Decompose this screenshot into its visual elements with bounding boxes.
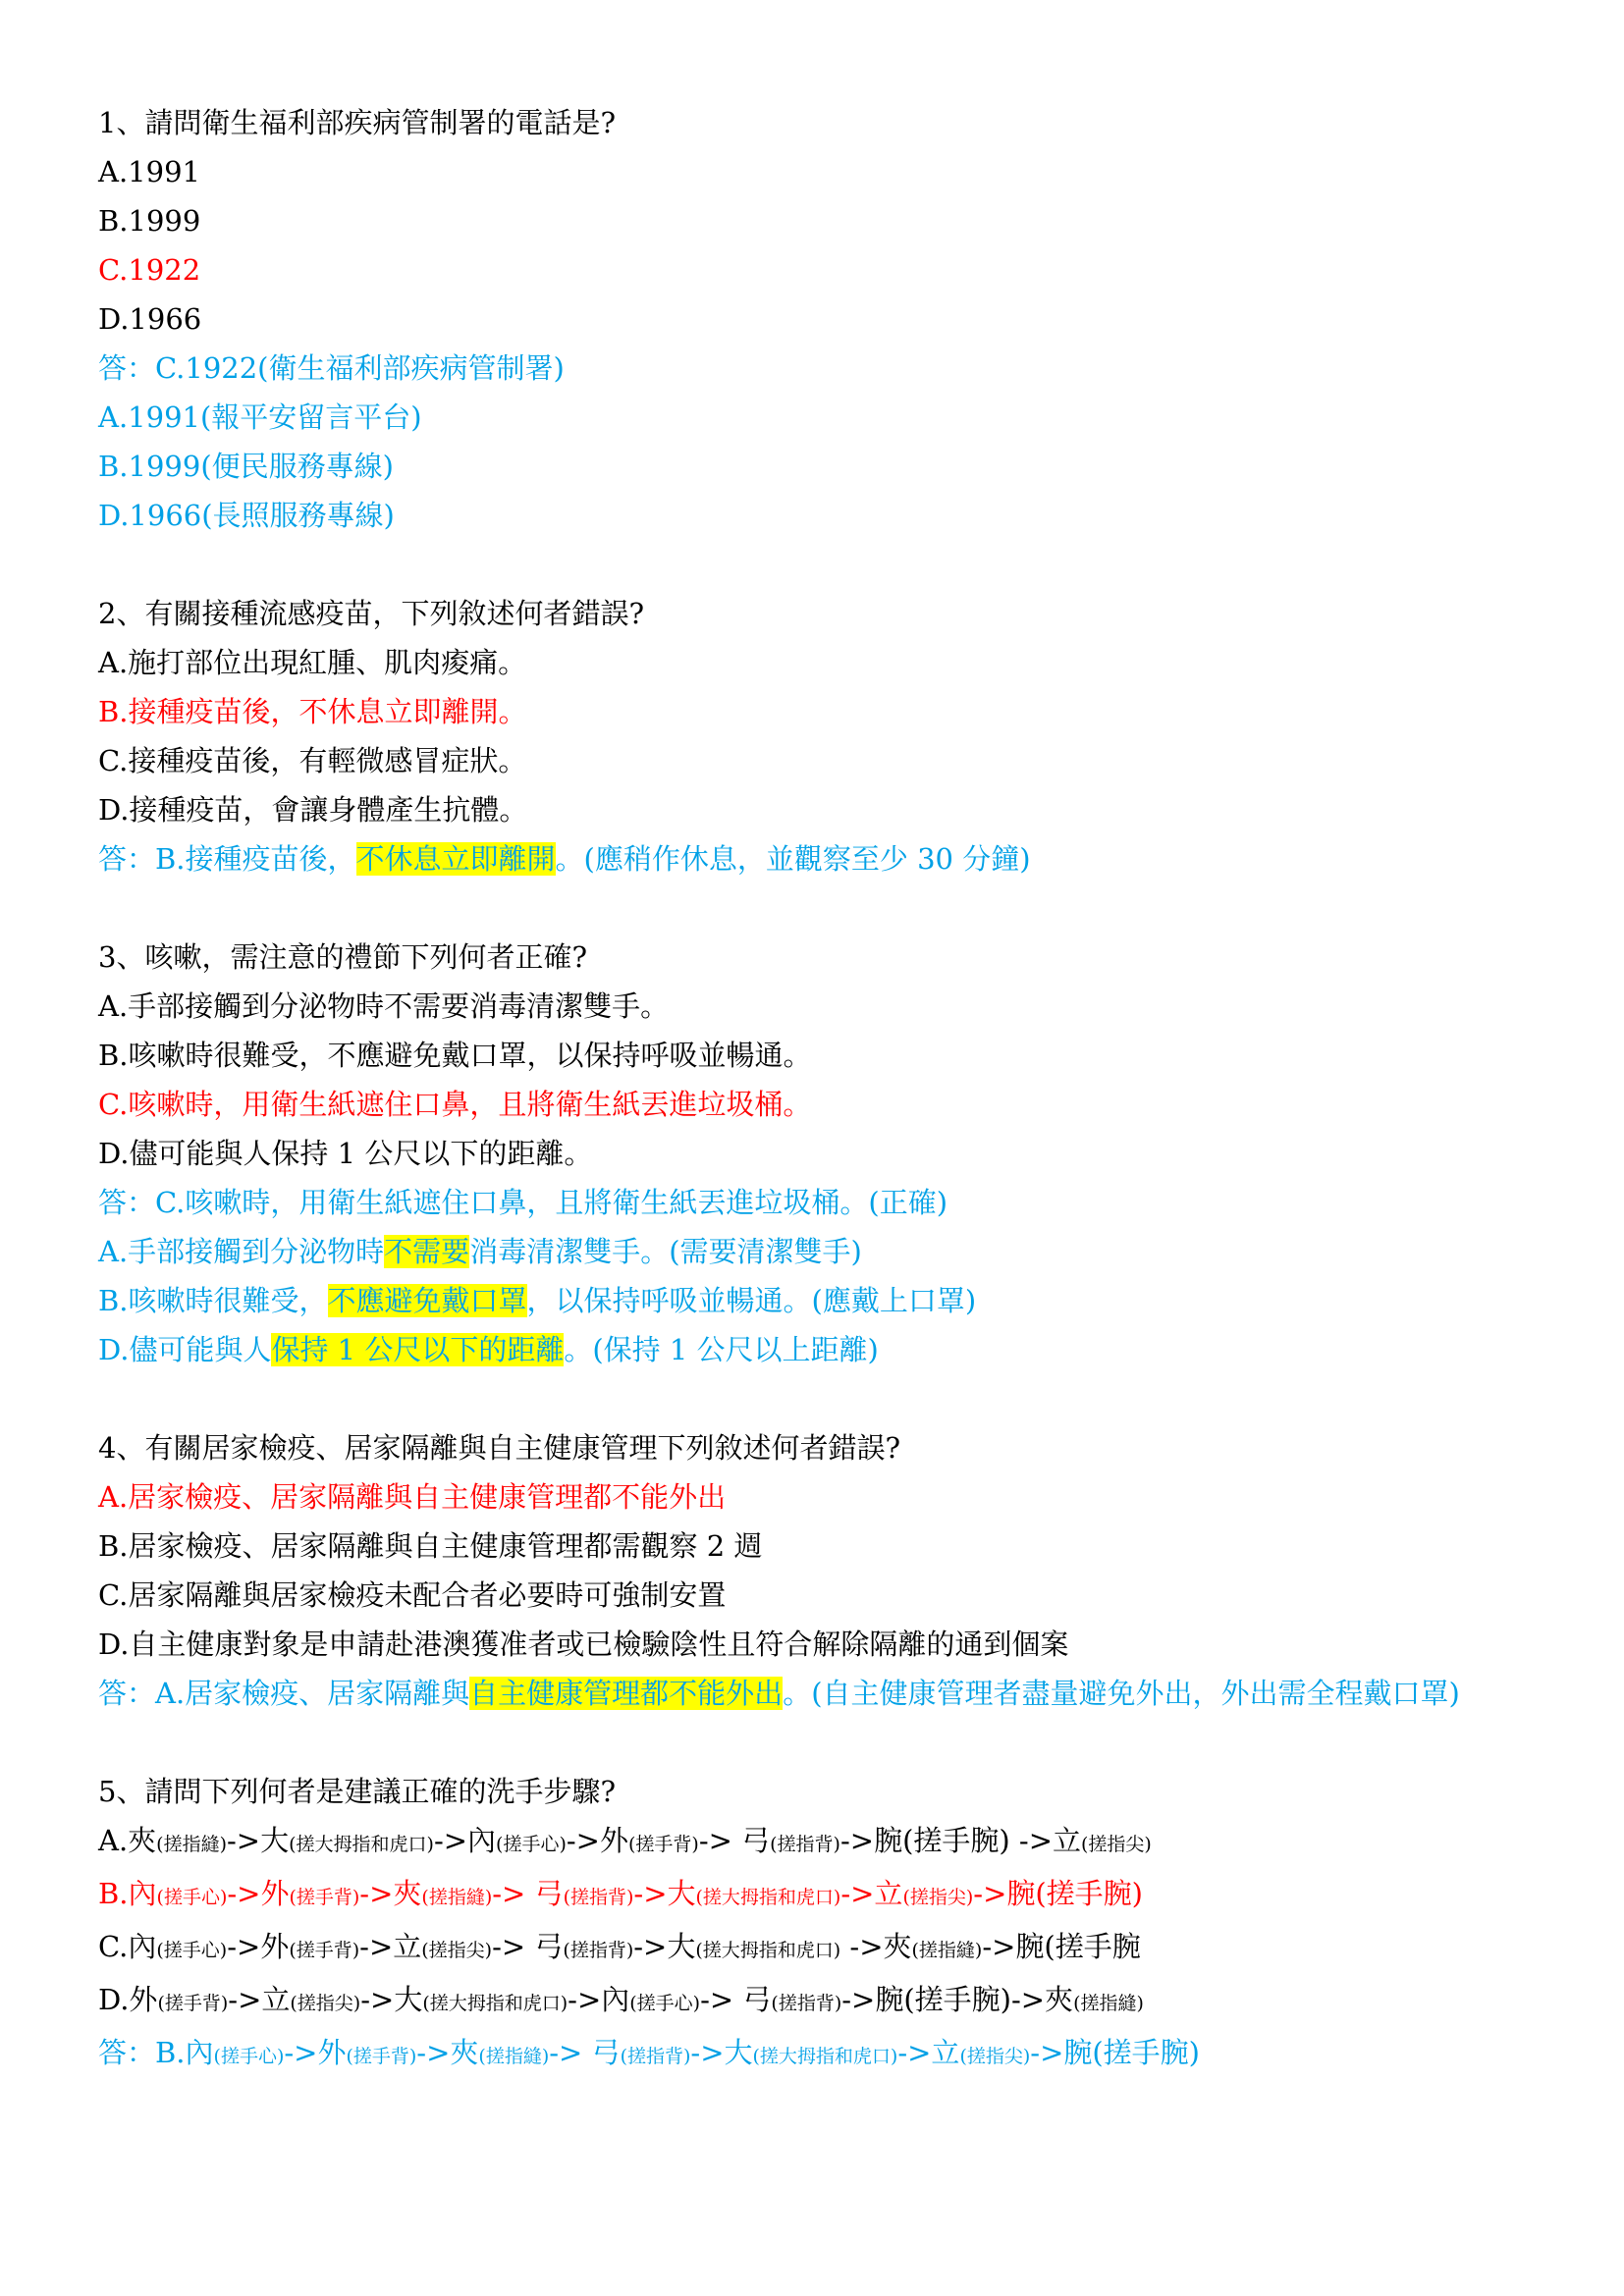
- step-note: (搓指尖): [902, 1887, 974, 1908]
- step-text: ->內: [568, 1983, 630, 2016]
- q2-question: 2、有關接種流感疫苗，下列敘述何者錯誤?: [98, 597, 644, 630]
- step-note: (搓手背): [289, 1940, 360, 1961]
- q3-explain-a-post: 消毒清潔雙手。(需要清潔雙手): [469, 1235, 862, 1268]
- q4-option-b: B.居家檢疫、居家隔離與自主健康管理都需觀察 2 週: [98, 1529, 763, 1563]
- step-note: (搓指縫): [156, 1834, 227, 1855]
- q2-option-b-correct: B.接種疫苗後，不休息立即離開。: [98, 695, 527, 728]
- step-text: ->外: [284, 2036, 347, 2069]
- q3-option-b: B.咳嗽時很難受，不應避免戴口罩，以保持呼吸並暢通。: [98, 1039, 812, 1072]
- step-text: ->大: [360, 1983, 423, 2016]
- step-note: (搓手背): [157, 1993, 229, 2014]
- step-text: ->腕(搓手腕)->夾: [841, 1983, 1074, 2016]
- q4-answer: [98, 1669, 1532, 1718]
- step-note: (搓指縫): [421, 1887, 493, 1908]
- step-note: (搓手心): [156, 1940, 228, 1961]
- step-text: ->外: [227, 1930, 290, 1963]
- q1-question: 1、請問衛生福利部疾病管制署的電話是?: [98, 106, 616, 139]
- step-text: ->外: [227, 1877, 290, 1910]
- step-note: (搓指背): [620, 2046, 691, 2067]
- q4-answer-pre: 答：A.居家檢疫、居家隔離與: [98, 1677, 470, 1710]
- step-text: B.內: [98, 1877, 157, 1910]
- step-note: (搓手心): [156, 1887, 228, 1908]
- q3-answer: 答：C.咳嗽時，用衛生紙遮住口鼻，且將衛生紙丟進垃圾桶。(正確): [98, 1186, 948, 1219]
- step-note: (搓大拇指和虎口): [695, 1887, 841, 1908]
- step-text: -> 弓: [700, 1983, 772, 2016]
- q2-answer-highlight: 不休息立即離開: [355, 842, 556, 876]
- q4-question: 4、有關居家檢疫、居家隔離與自主健康管理下列敘述何者錯誤?: [98, 1431, 900, 1465]
- q2-option-c: C.接種疫苗後，有輕微感冒症狀。: [98, 744, 527, 777]
- q1-option-b: B.1999: [98, 204, 201, 238]
- step-note: (搓指背): [771, 1993, 842, 2014]
- q5-option-b-correct: [98, 1869, 1532, 1922]
- q1-option-c-correct: C.1922: [98, 253, 201, 287]
- step-text: ->腕(搓手腕: [982, 1930, 1141, 1963]
- q5-option-a: [98, 1816, 1532, 1869]
- step-text: 答：B.內: [98, 2036, 214, 2069]
- q1-option-d: D.1966: [98, 302, 202, 336]
- q3-explain-b-pre: B.咳嗽時很難受，: [98, 1284, 328, 1317]
- step-text: -> 弓: [549, 2036, 621, 2069]
- step-text: ->腕(搓手腕): [1030, 2036, 1200, 2069]
- step-text: ->內: [433, 1824, 497, 1857]
- q3-explain-b: [98, 1276, 1532, 1325]
- q2-option-d: D.接種疫苗，會讓身體產生抗體。: [98, 793, 528, 827]
- q3-explain-a: [98, 1227, 1532, 1276]
- step-note: (搓指背): [563, 1940, 634, 1961]
- step-text: -> 弓: [492, 1930, 564, 1963]
- q3-option-c-correct: C.咳嗽時，用衛生紙遮住口鼻，且將衛生紙丟進垃圾桶。: [98, 1088, 812, 1121]
- q1-explain-d: D.1966(長照服務專線): [98, 499, 395, 532]
- step-note: (搓大拇指和虎口): [422, 1993, 568, 2014]
- q1-option-a: A.1991: [98, 155, 200, 188]
- step-text: ->腕(搓手腕) ->立: [839, 1824, 1082, 1857]
- step-text: -> 弓: [492, 1877, 564, 1910]
- q2-answer-post: 。(應稍作休息，並觀察至少 30 分鐘): [555, 842, 1031, 876]
- q3-explain-b-post: ，以保持呼吸並暢通。(應戴上口罩): [526, 1284, 977, 1317]
- step-text: ->大: [690, 2036, 753, 2069]
- step-text: ->夾: [416, 2036, 479, 2069]
- step-note: (搓指縫): [911, 1940, 983, 1961]
- step-text: ->夾: [359, 1877, 422, 1910]
- step-note: (搓大拇指和虎口): [695, 1940, 841, 1961]
- step-text: ->立: [897, 2036, 960, 2069]
- step-note: (搓指尖): [421, 1940, 493, 1961]
- step-text: -> 弓: [698, 1824, 771, 1857]
- step-note: (搓指背): [770, 1834, 840, 1855]
- q3-explain-b-highlight: 不應避免戴口罩: [327, 1284, 527, 1317]
- step-text: ->大: [633, 1877, 696, 1910]
- step-text: ->立: [228, 1983, 291, 2016]
- q3-explain-d-pre: D.儘可能與人: [98, 1333, 272, 1366]
- step-text: D.外: [98, 1983, 158, 2016]
- q4-option-a-correct: A.居家檢疫、居家隔離與自主健康管理都不能外出: [98, 1480, 727, 1514]
- q5-question: 5、請問下列何者是建議正確的洗手步驟?: [98, 1775, 616, 1808]
- q4-option-d: D.自主健康對象是申請赴港澳獲准者或已檢驗陰性且符合解除隔離的通到個案: [98, 1628, 1069, 1661]
- step-note: (搓指背): [563, 1887, 634, 1908]
- q1-answer: 答：C.1922(衛生福利部疾病管制署): [98, 351, 565, 385]
- step-note: (搓指尖): [290, 1993, 361, 2014]
- step-note: (搓指縫): [1073, 1993, 1144, 2014]
- step-text: ->立: [840, 1877, 903, 1910]
- step-note: (搓大拇指和虎口): [752, 2046, 898, 2067]
- q2-option-a: A.施打部位出現紅腫、肌肉痠痛。: [98, 646, 527, 679]
- q3-explain-d-post: 。(保持 1 公尺以上距離): [564, 1333, 879, 1366]
- q3-explain-d: [98, 1325, 1532, 1374]
- step-text: ->大: [227, 1824, 290, 1857]
- step-text: ->大: [633, 1930, 696, 1963]
- q5-answer: [98, 2028, 1532, 2081]
- q2-answer-pre: 答：B.接種疫苗後，: [98, 842, 356, 876]
- step-text: ->夾: [840, 1930, 912, 1963]
- q1-explain-a: A.1991(報平安留言平台): [98, 400, 422, 434]
- q2-answer: [98, 834, 1532, 883]
- step-text: ->立: [359, 1930, 422, 1963]
- q4-answer-post: 。(自主健康管理者盡量避免外出，外出需全程戴口罩): [783, 1677, 1460, 1710]
- step-note: (搓手心): [496, 1834, 567, 1855]
- q1-explain-b: B.1999(便民服務專線): [98, 450, 394, 483]
- q5-option-c: [98, 1922, 1532, 1975]
- step-note: (搓大拇指和虎口): [289, 1834, 434, 1855]
- q5-option-d: [98, 1975, 1532, 2028]
- step-note: (搓手背): [346, 2046, 417, 2067]
- step-note: (搓手心): [629, 1993, 701, 2014]
- q3-question: 3、咳嗽，需注意的禮節下列何者正確?: [98, 940, 587, 974]
- step-note: (搓指尖): [959, 2046, 1031, 2067]
- step-text: A.夾: [98, 1824, 157, 1857]
- q4-option-c: C.居家隔離與居家檢疫未配合者必要時可強制安置: [98, 1578, 727, 1612]
- step-text: ->腕(搓手腕): [973, 1877, 1143, 1910]
- quiz-document: [98, 98, 1532, 2081]
- q4-answer-highlight: 自主健康管理都不能外出: [469, 1677, 784, 1710]
- step-note: (搓手背): [627, 1834, 699, 1855]
- step-note: (搓手背): [289, 1887, 360, 1908]
- step-text: C.內: [98, 1930, 157, 1963]
- step-note: (搓指縫): [478, 2046, 550, 2067]
- q3-explain-a-pre: A.手部接觸到分泌物時: [98, 1235, 385, 1268]
- step-note: (搓指尖): [1081, 1834, 1152, 1855]
- step-text: ->外: [566, 1824, 628, 1857]
- q3-option-d: D.儘可能與人保持 1 公尺以下的距離。: [98, 1137, 593, 1170]
- q3-explain-a-highlight: 不需要: [384, 1235, 470, 1268]
- q3-explain-d-highlight: 保持 1 公尺以下的距離: [271, 1333, 565, 1366]
- step-note: (搓手心): [213, 2046, 285, 2067]
- q3-option-a: A.手部接觸到分泌物時不需要消毒清潔雙手。: [98, 989, 670, 1023]
